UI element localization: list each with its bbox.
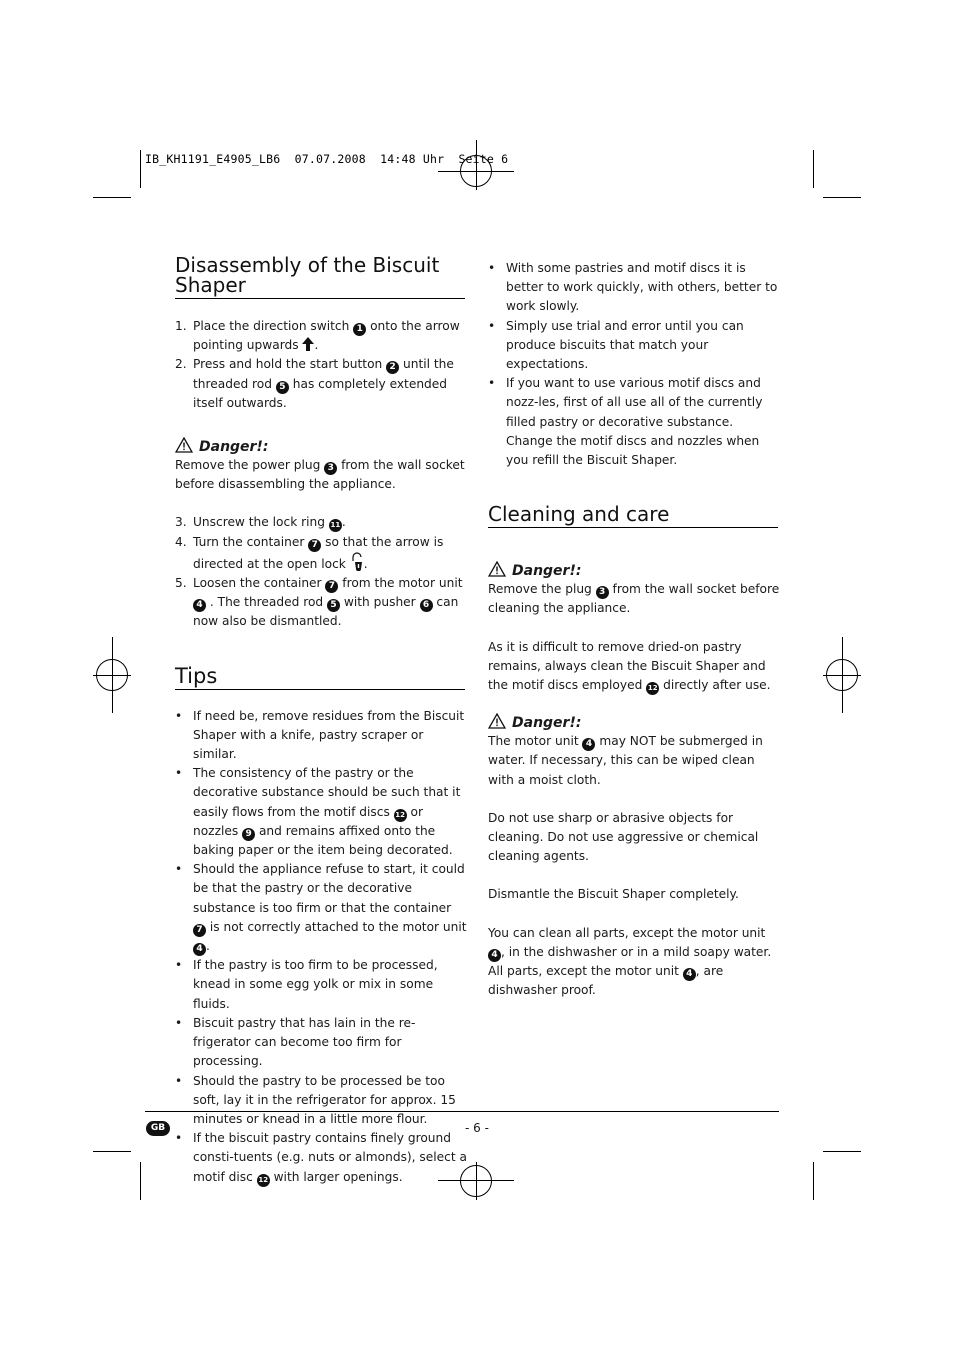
list-item: • Should the appliance refuse to start, it could be that the pastry or the decorative substance is too firm or that the container 7 is not correctly attached to the motor unit 4 . — [175, 862, 467, 955]
part-number-icon: 5 — [276, 381, 289, 394]
part-number-icon: 6 — [420, 599, 433, 612]
print-header: IB_KH1191_E4905_LB6 07.07.2008 14:48 Uhr Seite 6 — [145, 152, 509, 166]
paragraph: Do not use sharp or abrasive objects for cleaning. Do not use aggressive or chemical cleaning agents. — [488, 810, 759, 864]
section-title-disassembly: Disassembly of the Biscuit Shaper — [175, 253, 440, 297]
part-number-icon: 1 — [353, 323, 366, 336]
warning-triangle-icon — [488, 713, 506, 729]
list-item: 5. Loosen the container 7 from the motor unit 4 . The threaded rod 5 with pusher 6 can now also be dismantled. — [175, 576, 463, 629]
danger-text: Remove the plug 3 from the wall socket before cleaning the appliance. — [488, 582, 780, 616]
list-item: • Biscuit pastry that has lain in the re-frigerator can become too firm for processing. — [175, 1015, 416, 1069]
part-number-icon: 4 — [193, 599, 206, 612]
tips-list — [175, 707, 467, 1187]
crop-mark — [93, 1151, 131, 1152]
danger-block: Danger!: Remove the power plug 3 from the wall socket before disassembling the appliance. — [175, 437, 467, 494]
crop-mark — [140, 1162, 141, 1200]
footer-divider — [145, 1111, 779, 1112]
list-item: • With some pastries and motif discs it is better to work quickly, with others, better to work slowly. — [488, 261, 778, 314]
tips-list-continued — [488, 259, 780, 470]
list-item: • If the biscuit pastry contains finely ground consti-tuents (e.g. nuts or almonds), select a motif disc 12 with larger openings. — [175, 1129, 467, 1187]
list-item: 4. Turn the container 7 so that the arrow is directed at the open lock . — [175, 534, 444, 571]
section-title-tips: Tips — [175, 666, 465, 690]
list-item: • Simply use trial and error until you can produce biscuits that match your expectations. — [488, 318, 744, 372]
section-title-cleaning: Cleaning and care — [488, 504, 778, 528]
left-column — [175, 255, 467, 1187]
warning-triangle-icon — [175, 437, 193, 453]
paragraph: Dismantle the Biscuit Shaper completely. — [488, 887, 739, 902]
list-item: 2. Press and hold the start button 2 until the threaded rod 5 has completely extended itself outwards. — [175, 357, 454, 410]
language-badge: GB — [146, 1121, 170, 1136]
list-item: • Should the pastry to be processed be too soft, lay it in the refrigerator for approx. 15 minutes or knead in a little more flour. — [175, 1073, 456, 1126]
part-number-icon: 7 — [193, 924, 206, 937]
part-number-icon: 3 — [324, 462, 337, 475]
disassembly-steps-continued — [175, 513, 467, 631]
part-number-icon: 4 — [193, 943, 206, 956]
paragraph: As it is difficult to remove dried-on pastry remains, always clean the Biscuit Shaper and the motif discs employed 12 directly after use. — [488, 638, 780, 696]
right-column — [488, 259, 780, 1000]
part-number-icon: 4 — [683, 968, 696, 981]
part-number-icon: 12 — [646, 682, 659, 695]
part-number-icon: 2 — [386, 361, 399, 374]
part-number-icon: 9 — [242, 828, 255, 841]
list-item: • If you want to use various motif discs and nozz-les, first of all use all of the currently filled pastry or decorative substance. Change the motif discs and nozzles when you refill the Biscuit Shaper. — [488, 376, 763, 468]
part-number-icon: 7 — [308, 539, 321, 552]
part-number-icon: 12 — [257, 1174, 270, 1187]
crop-mark — [813, 1162, 814, 1200]
part-number-icon: 12 — [394, 809, 407, 822]
open-lock-icon — [350, 552, 364, 572]
danger-block: Danger!: The motor unit 4 may NOT be submerged in water. If necessary, this can be wiped clean with a moist cloth. — [488, 713, 780, 790]
danger-text: Remove the power plug 3 from the wall socket before disassembling the appliance. — [175, 458, 465, 492]
list-item: • The consistency of the pastry or the decorative substance should be such that it easily flows from the motif discs 12 or nozzles 9 and remains affixed onto the baking paper or the item being decorated. — [175, 766, 461, 858]
crop-mark — [93, 197, 131, 198]
crop-mark — [823, 1151, 861, 1152]
page-number: - 6 - — [465, 1121, 489, 1135]
warning-triangle-icon — [488, 561, 506, 577]
part-number-icon: 7 — [325, 580, 338, 593]
list-item: 1. Place the direction switch 1 onto the arrow pointing upwards . — [175, 319, 460, 353]
part-number-icon: 3 — [596, 586, 609, 599]
part-number-icon: 11 — [329, 519, 342, 532]
paragraph: You can clean all parts, except the motor unit 4 , in the dishwasher or in a mild soapy water. All parts, except the motor unit 4 , are dishwasher proof. — [488, 925, 772, 998]
part-number-icon: 5 — [327, 599, 340, 612]
crop-mark — [823, 197, 861, 198]
arrow-up-icon — [302, 337, 314, 351]
list-item: • If the pastry is too firm to be processed, knead in some egg yolk or mix in some fluids. — [175, 958, 438, 1011]
crop-mark — [813, 150, 814, 188]
disassembly-steps — [175, 317, 467, 413]
danger-block: Danger!: Remove the plug 3 from the wall socket before cleaning the appliance. — [488, 561, 780, 618]
part-number-icon: 4 — [488, 949, 501, 962]
danger-text: The motor unit 4 may NOT be submerged in water. If necessary, this can be wiped clean with a moist cloth. — [488, 734, 763, 787]
list-item: • If need be, remove residues from the Biscuit Shaper with a knife, pastry scraper or similar. — [175, 708, 465, 762]
crop-mark — [140, 150, 141, 188]
list-item: 3. Unscrew the lock ring 11 . — [175, 513, 467, 532]
part-number-icon: 4 — [582, 738, 595, 751]
